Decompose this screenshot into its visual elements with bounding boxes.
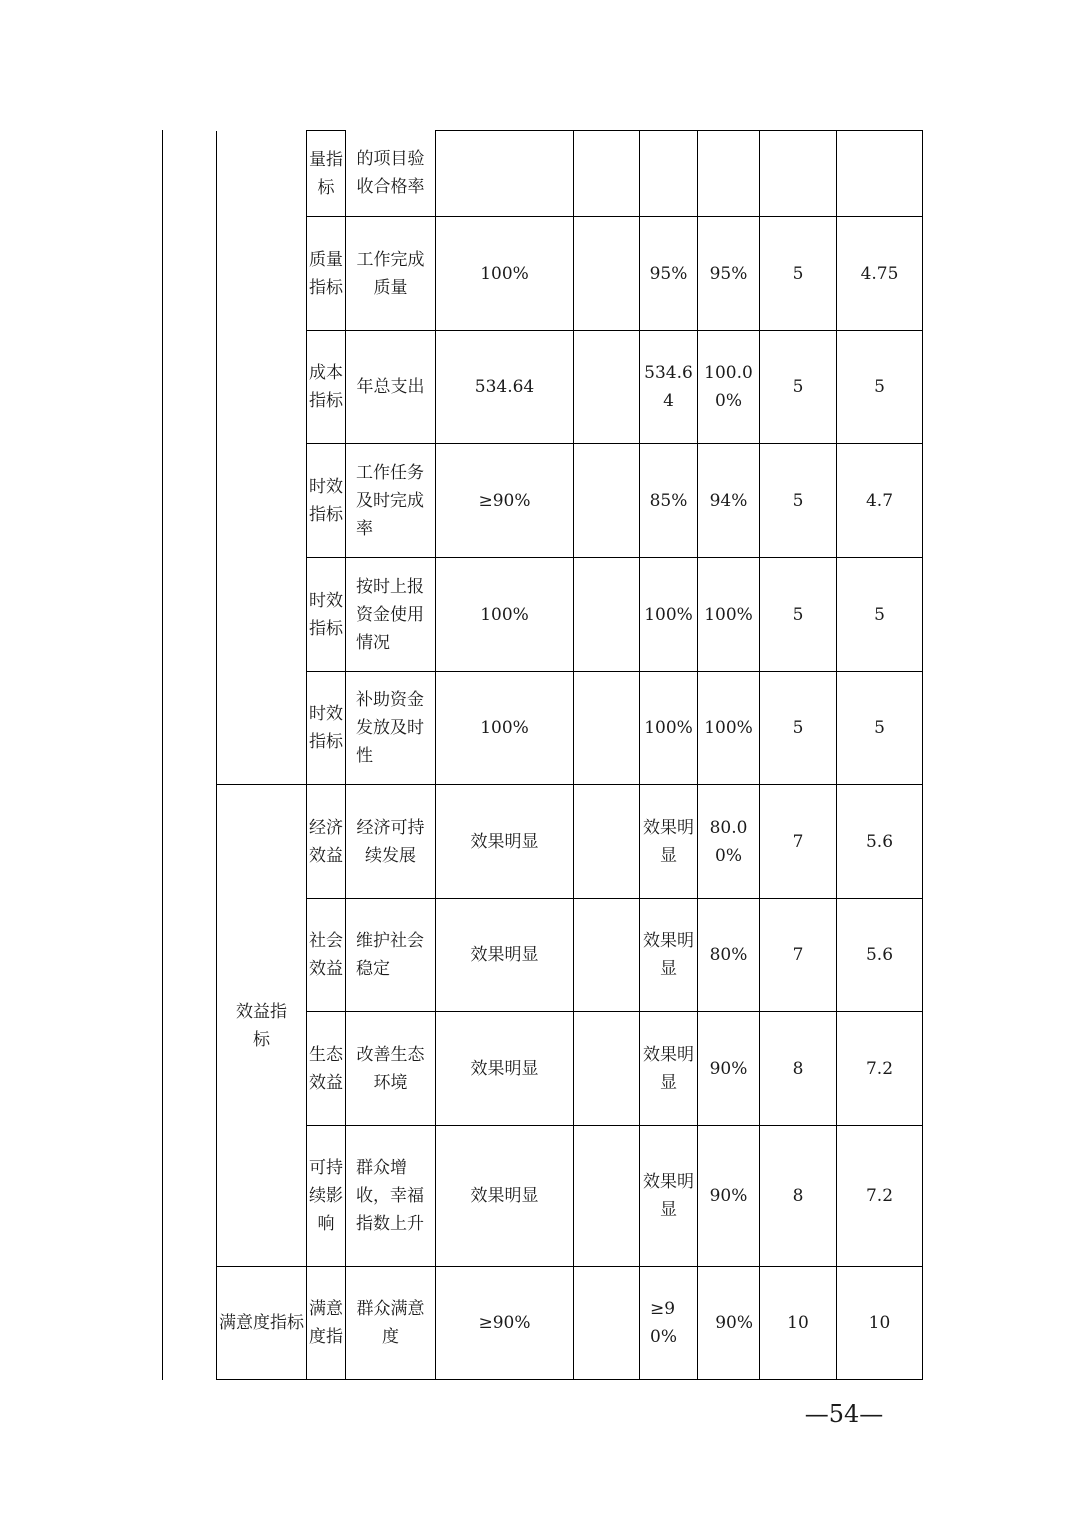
indicator-cell: 经济可持续发展 (346, 785, 436, 899)
weight-cell: 5 (760, 672, 837, 785)
sub-indicator-cell: 可持续影响 (307, 1126, 346, 1267)
target-cell (436, 131, 574, 217)
weight-cell: 7 (760, 899, 837, 1012)
actual-cell: 100% (640, 558, 698, 672)
blank-cell (574, 785, 640, 899)
weight-cell (760, 131, 837, 217)
indicator-cell: 工作任务及时完成率 (346, 444, 436, 558)
sub-indicator-cell: 经济效益 (307, 785, 346, 899)
score-cell: 5.6 (837, 785, 923, 899)
indicator-cell: 工作完成质量 (346, 217, 436, 331)
table-row (217, 899, 923, 1012)
table-row (217, 1012, 923, 1126)
weight-cell: 7 (760, 785, 837, 899)
sub-indicator-cell: 时效指标 (307, 444, 346, 558)
score-cell: 5 (837, 331, 923, 444)
category-cell-satisfaction: 满意度指标 (217, 1267, 307, 1380)
actual-cell: 534.64 (640, 331, 698, 444)
actual-cell: 85% (640, 444, 698, 558)
target-cell: 效果明显 (436, 1012, 574, 1126)
weight-cell: 5 (760, 331, 837, 444)
blank-cell (574, 1267, 640, 1380)
target-cell: 100% (436, 672, 574, 785)
blank-cell (574, 1126, 640, 1267)
table-row (217, 1267, 923, 1380)
score-cell: 5 (837, 558, 923, 672)
rate-cell: 95% (698, 217, 760, 331)
indicator-cell: 群众满意度 (346, 1267, 436, 1380)
outer-left-border (162, 130, 163, 1380)
weight-cell: 10 (760, 1267, 837, 1380)
rate-cell: 100.00% (698, 331, 760, 444)
actual-cell: 效果明显 (640, 899, 698, 1012)
rate-cell: 80% (698, 899, 760, 1012)
blank-cell (574, 558, 640, 672)
target-cell: ≥90% (436, 1267, 574, 1380)
table-row (217, 444, 923, 558)
indicator-cell: 维护社会稳定 (346, 899, 436, 1012)
rate-cell: 100% (698, 558, 760, 672)
score-cell: 10 (837, 1267, 923, 1380)
table-row (217, 1126, 923, 1267)
rate-cell: 80.00% (698, 785, 760, 899)
target-cell: 效果明显 (436, 899, 574, 1012)
sub-indicator-cell: 时效指标 (307, 558, 346, 672)
page-number: —54— (804, 1400, 884, 1428)
weight-cell: 8 (760, 1012, 837, 1126)
sub-indicator-cell: 成本指标 (307, 331, 346, 444)
indicator-cell: 按时上报资金使用情况 (346, 558, 436, 672)
blank-cell (574, 131, 640, 217)
rate-cell: 100% (698, 672, 760, 785)
sub-indicator-cell: 生态效益 (307, 1012, 346, 1126)
rate-cell: 90% (698, 1267, 760, 1380)
category-cell-output (217, 131, 307, 785)
score-cell: 7.2 (837, 1012, 923, 1126)
indicator-cell: 群众增收，幸福指数上升 (346, 1126, 436, 1267)
score-cell: 5.6 (837, 899, 923, 1012)
blank-cell (574, 217, 640, 331)
rate-cell: 94% (698, 444, 760, 558)
blank-cell (574, 1012, 640, 1126)
weight-cell: 5 (760, 558, 837, 672)
category-cell-benefit: 效益指标 (217, 785, 307, 1267)
actual-cell: 效果明显 (640, 1126, 698, 1267)
blank-cell (574, 899, 640, 1012)
table-row (217, 217, 923, 331)
blank-cell (574, 672, 640, 785)
score-cell: 5 (837, 672, 923, 785)
target-cell: 效果明显 (436, 785, 574, 899)
rate-cell: 90% (698, 1012, 760, 1126)
table-row (217, 558, 923, 672)
indicator-cell: 改善生态环境 (346, 1012, 436, 1126)
score-cell: 4.7 (837, 444, 923, 558)
indicator-cell: 的项目验收合格率 (346, 131, 436, 217)
indicator-cell: 年总支出 (346, 331, 436, 444)
indicator-cell: 补助资金发放及时性 (346, 672, 436, 785)
actual-cell: 效果明显 (640, 1012, 698, 1126)
table-row (217, 672, 923, 785)
table-row (217, 331, 923, 444)
blank-cell (574, 444, 640, 558)
performance-table (216, 130, 923, 1380)
sub-indicator-cell: 质量指标 (307, 217, 346, 331)
actual-cell: 效果明显 (640, 785, 698, 899)
target-cell: 100% (436, 217, 574, 331)
table-row (217, 131, 923, 217)
table-row (217, 785, 923, 899)
weight-cell: 5 (760, 444, 837, 558)
score-cell: 7.2 (837, 1126, 923, 1267)
target-cell: 100% (436, 558, 574, 672)
rate-cell: 90% (698, 1126, 760, 1267)
weight-cell: 5 (760, 217, 837, 331)
actual-cell: ≥90% (640, 1267, 698, 1380)
score-cell: 4.75 (837, 217, 923, 331)
target-cell: 534.64 (436, 331, 574, 444)
sub-indicator-cell: 时效指标 (307, 672, 346, 785)
actual-cell (640, 131, 698, 217)
sub-indicator-cell: 量指标 (307, 131, 346, 217)
blank-cell (574, 331, 640, 444)
actual-cell: 95% (640, 217, 698, 331)
sub-indicator-cell: 满意度指 (307, 1267, 346, 1380)
weight-cell: 8 (760, 1126, 837, 1267)
actual-cell: 100% (640, 672, 698, 785)
target-cell: 效果明显 (436, 1126, 574, 1267)
rate-cell (698, 131, 760, 217)
score-cell (837, 131, 923, 217)
sub-indicator-cell: 社会效益 (307, 899, 346, 1012)
target-cell: ≥90% (436, 444, 574, 558)
